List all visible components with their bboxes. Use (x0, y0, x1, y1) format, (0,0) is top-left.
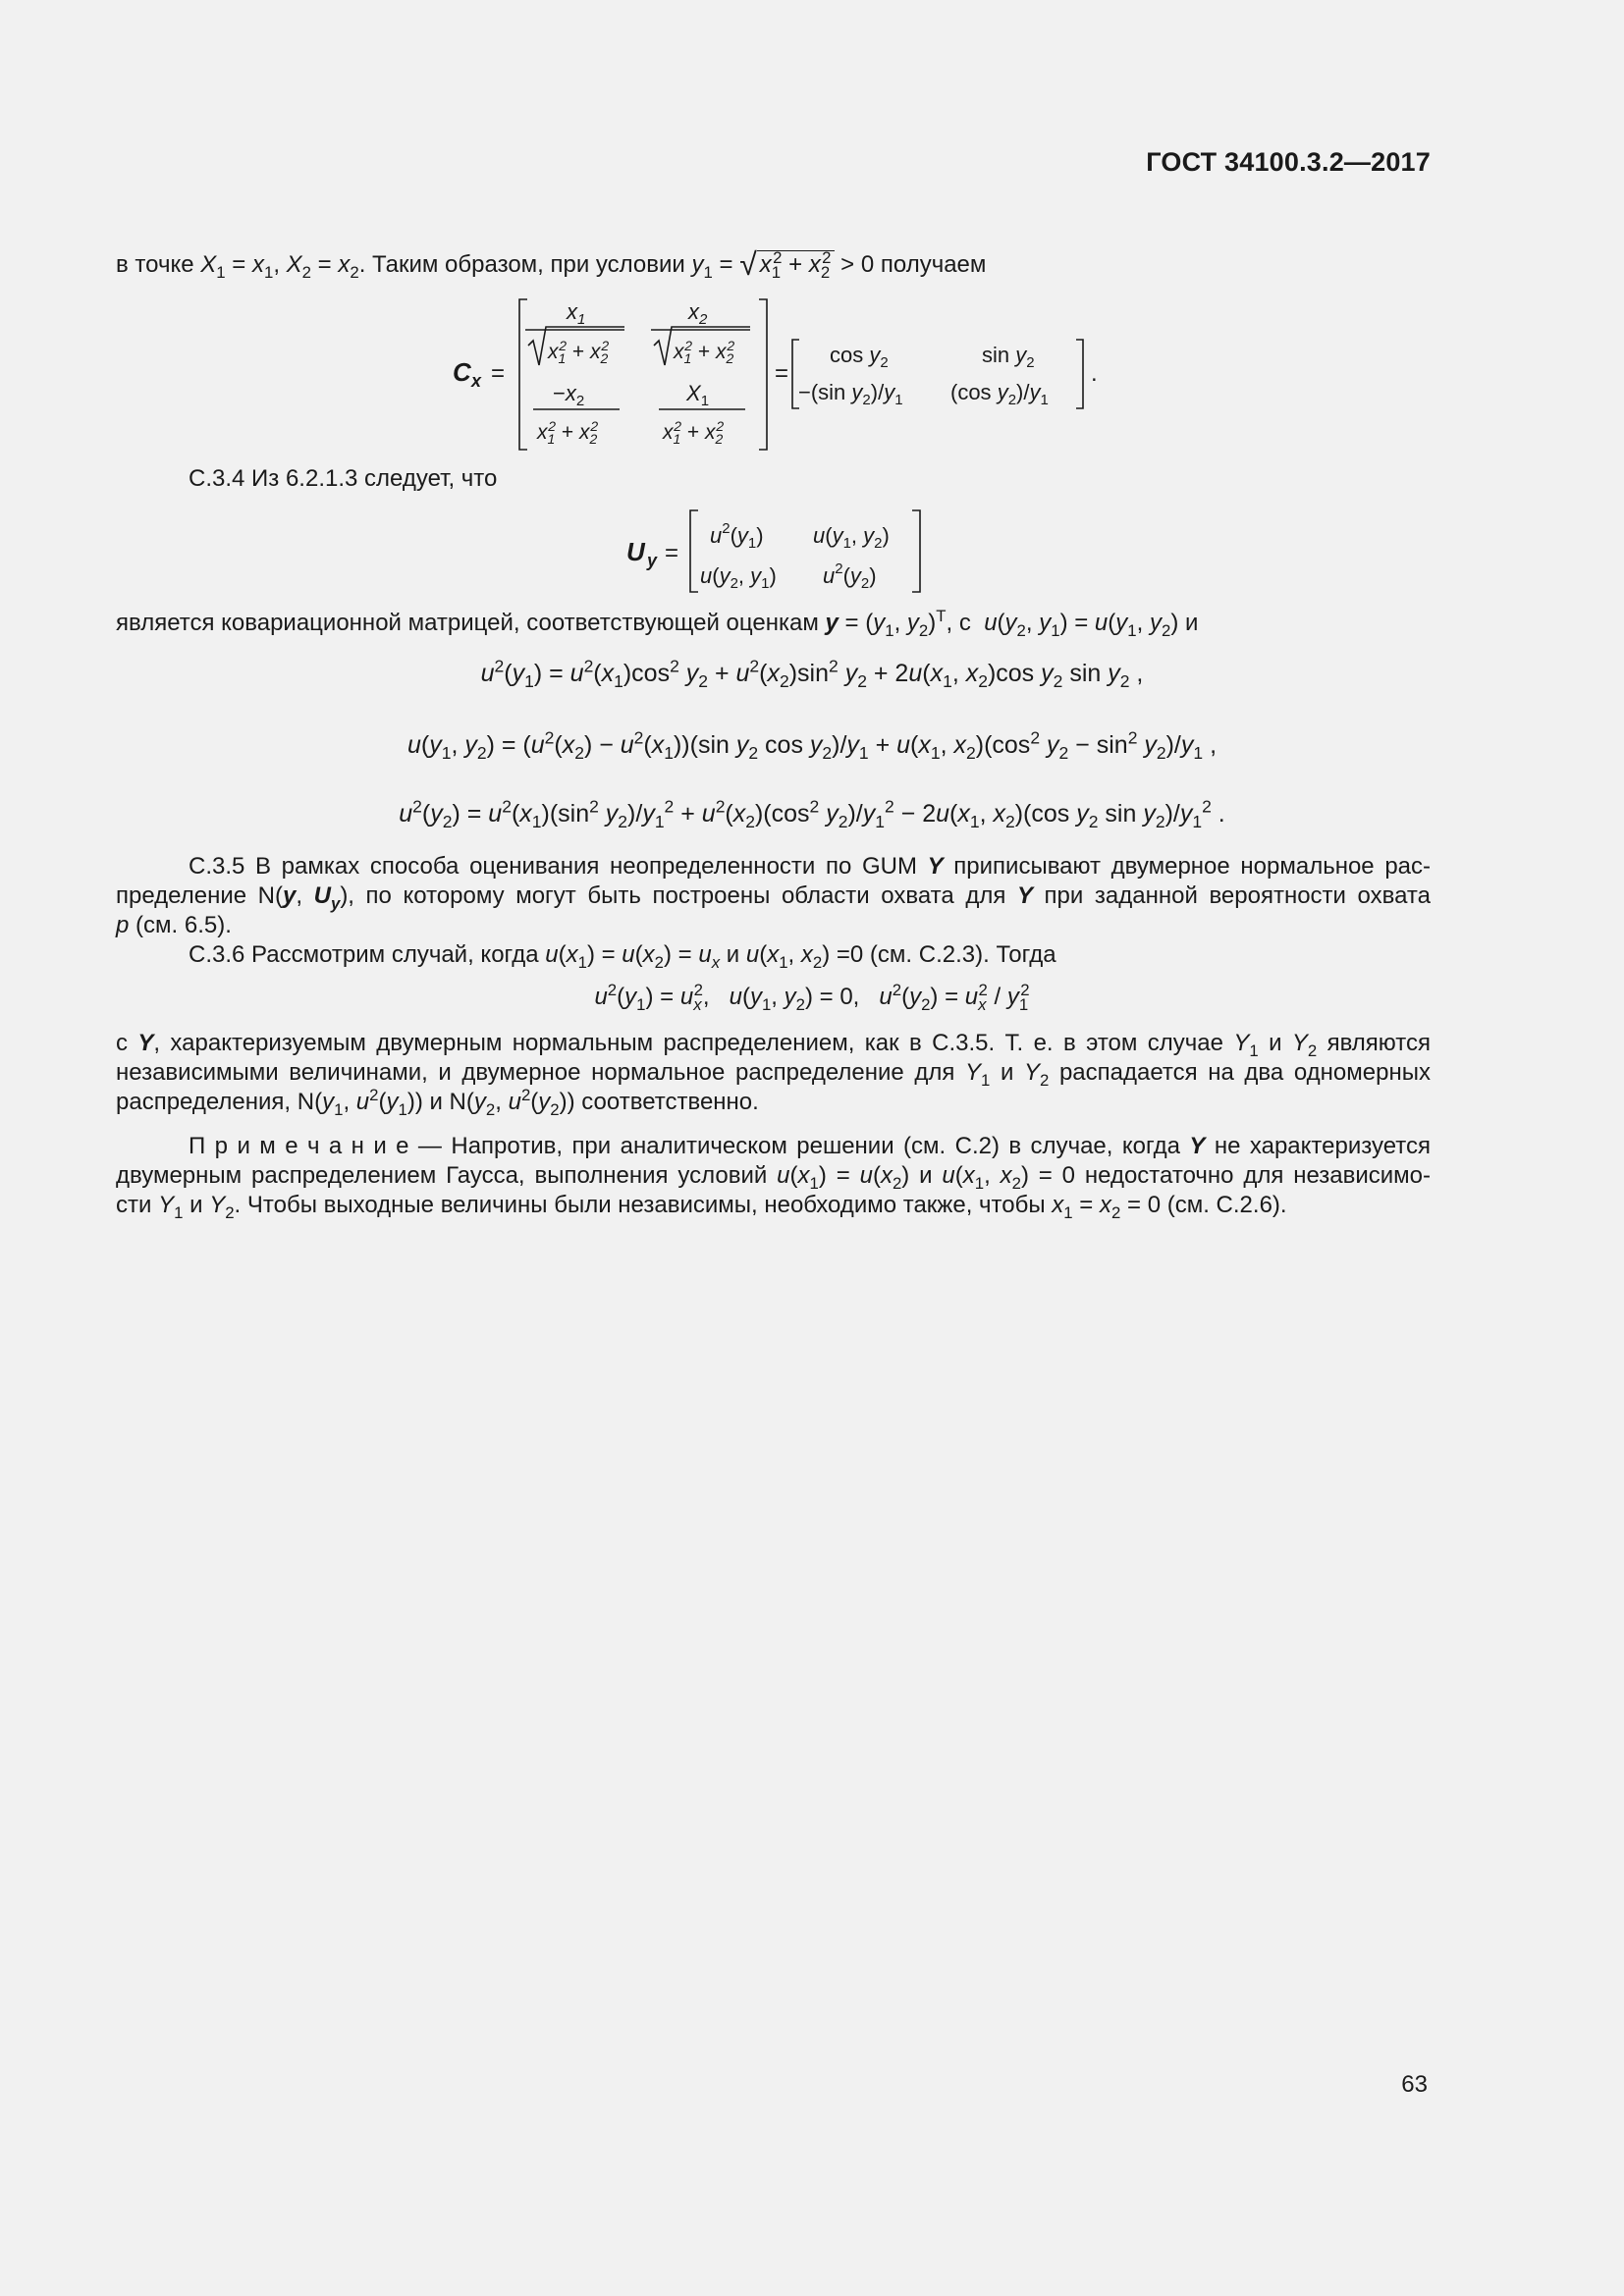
svg-text:=: = (775, 360, 789, 387)
note-line3: сти $Y_1$ и $Y_2$. Чтобы выходные величины были независимы, необходимо также, чтобы $x_1 = x_2 = 0$ (см. С.2.6). (116, 1192, 1287, 1222)
equation-independent-case: $u^2(y_1) = u_x^2$, $u(y_1$, $y_2) = 0$, $u^2(y_2) = u_x^2 / y_1^2$ (594, 981, 1030, 1014)
jacobian-matrix-equation (447, 290, 1114, 456)
note-line1: П р и м е ч а н и е — Напротив, при аналитическом решении (см. С.2) в случае, когда Y не характеризуется (189, 1133, 1431, 1159)
svg-text:u(y1, y2): $u(y_1$, $y_2$) (813, 523, 890, 552)
text-fragment: сти (116, 1192, 152, 1218)
covariance-matrix-uy (623, 506, 938, 599)
equation-u2-y1: $u^2(y_1) = u^2(x_1)\cos^2$ $y_2 + u^2(x_2)\sin^2$ $y_2 + 2u(x_1$, $x_2)\cos$ $y_2$ $\sin y_2$ , (480, 656, 1144, 691)
text-fragment: =0 (см. С.2.3). Тогда (836, 941, 1056, 968)
svg-text:−(sin y2)/y1: −(sin $y_2)/y_1$ (798, 380, 903, 408)
svg-text:X1: $X_1$ (686, 381, 710, 409)
svg-text:.: . (1091, 360, 1098, 387)
text-fragment: в точке (116, 251, 201, 278)
note-line2: двумерным распределением Гаусса, выполнения условий $u(x_1) = u(x_2)$ и $u(x_1$, $x_2) = 0$ недостаточно для независимо- (116, 1162, 1432, 1193)
section-c35-line2: пределение N(y, $U_y$), по которому могут быть построены области охвата для Y при заданной вероятности охвата (116, 882, 1431, 913)
svg-text:U: U (626, 537, 645, 566)
page-number: 63 (1401, 2071, 1428, 2098)
text-fragment: ) соответственно. (567, 1089, 759, 1115)
text-fragment: (см. 6.5). (135, 912, 232, 938)
text-fragment: являются (1326, 1030, 1431, 1056)
svg-text:x12 + x22: $x_12 + x_22$ (674, 338, 735, 366)
text-fragment: распадается на два одномерных (1058, 1059, 1431, 1086)
text-fragment: получаем (880, 251, 987, 278)
text-fragment: распределения, N( (116, 1089, 323, 1115)
svg-text:x1: $x_1$ (567, 299, 586, 328)
paragraph-point-condition: в точке $X_1 = x_1$, $X_2 = x_2$. Таким образом, при условии $y_1$ = √ $x_1^2 + x_2^2 > 0$ получаем (116, 246, 987, 282)
text-fragment: . Таким образом, при условии (358, 251, 692, 278)
paragraph-after-line1: с Y, характеризуемым двумерным нормальным распределением, как в С.3.5. Т. е. в этом случае $Y_1$ и $Y_2$ являются (116, 1030, 1431, 1060)
text-fragment: (см. С.2.6). (1166, 1192, 1287, 1218)
text-fragment: — Напротив, при аналитическом решении (см. С.2) в случае, когда (408, 1133, 1180, 1159)
section-c36: С.3.6 Рассмотрим случай, когда $u(x_1) = u(x_2) = u_x$ и $u(x_1$, $x_2) =0$ (см. С.2.3). Тогда (189, 941, 1056, 972)
text-fragment: независимыми величинами, и двумерное нормальное распределение для (116, 1059, 955, 1086)
svg-text:=: = (491, 360, 506, 387)
svg-text:u2(y1): $u^2(y_1)$ (710, 520, 764, 552)
svg-text:y: y (647, 551, 658, 570)
note-label: П р и м е ч а н и е (189, 1133, 409, 1159)
text-fragment: при заданной вероятности охвата (1044, 882, 1431, 909)
svg-text:x: x (471, 371, 482, 391)
paragraph-after-line2: независимыми величинами, и двумерное нормальное распределение для $Y_1$ и $Y_2$ распадается на два одномерных (116, 1059, 1431, 1090)
svg-text:C: C (453, 357, 471, 387)
text-fragment: приписывают двумерное нормальное рас- (953, 853, 1432, 880)
svg-text:x2: $x_2$ (688, 299, 708, 328)
text-fragment: . Чтобы выходные величины были независимы, необходимо также, чтобы (234, 1192, 1046, 1218)
equation-u-y1-y2: $u(y_1$, $y_2) = (u^2(x_2) - u^2(x_1))(\sin$ $y_2$ $\cos y_2)/y_1 + u(x_1$, $x_2)(\cos^2$ $y_2 - \sin^2 y_2)/y_1$ , (406, 727, 1218, 763)
section-c34-heading: С.3.4 Из 6.2.1.3 следует, что (189, 465, 498, 492)
svg-text:sin y2: $\sin y_2$ (982, 343, 1035, 371)
text-fragment: является ковариационной матрицей, соответствующей оценкам (116, 610, 826, 636)
text-fragment: ), по которому могут быть построены области охвата для (340, 882, 1006, 909)
text-fragment: и (1178, 610, 1199, 636)
svg-text:(cos y2)/y1: (cos $y_2)/y_1$ (950, 380, 1049, 408)
svg-text:=: = (665, 540, 679, 566)
text-fragment: С.3.5 В рамках способа оценивания неопределенности по GUM (189, 853, 917, 880)
svg-text:u(y2, y1): $u(y_2$, $y_1$) (700, 563, 777, 592)
section-c35-line1: С.3.5 В рамках способа оценивания неопределенности по GUM Y приписывают двумерное нормальное рас- (189, 853, 1432, 880)
text-fragment: , характеризуемым двумерным нормальным распределением, как в С.3.5. Т. е. в этом случае (153, 1030, 1223, 1056)
text-fragment: пределение N( (116, 882, 283, 909)
svg-text:x12 + x22: $x_12 + x_22$ (548, 338, 610, 366)
text-fragment: недостаточно для независимо- (1084, 1162, 1432, 1189)
svg-text:u2(y2): $u^2(y_2)$ (823, 561, 877, 592)
paragraph-covariance: является ковариационной матрицей, соответствующей оценкам $y = (y_1$, $y_2)^T$, с $u(y_2$, $y_1) = u(y_1$, $y_2$) и (116, 607, 1199, 640)
svg-text:−x2: $-x_2$ (553, 381, 585, 409)
equation-u2-y2: $u^2(y_2) = u^2(x_1)(\sin^2$ $y_2)/y_1^2 + u^2(x_2)(\cos^2$ $y_2)/y_1^2 - 2u(x_1$, $x_2)(\cos$ $y_2$ $\sin y_2)/y_1^2$ . (399, 796, 1225, 831)
svg-text:x12 + x22: $x_12 + x_22$ (537, 418, 599, 447)
svg-text:x12 + x22: $x_12 + x_22$ (663, 418, 725, 447)
section-c35-line3: p (см. 6.5). (116, 912, 232, 938)
text-fragment: С.3.6 Рассмотрим случай, когда (189, 941, 546, 968)
paragraph-after-line3: распределения, $N(y_1$, $u^2(y_1)$) и $N(y_2$, $u^2(y_2)$) соответственно. (116, 1086, 759, 1119)
svg-text:cos y2: $\cos y_2$ (830, 343, 889, 371)
text-fragment: не характеризуется (1214, 1133, 1431, 1159)
standard-header: ГОСТ 34100.3.2—2017 (1146, 147, 1431, 177)
text-fragment: двумерным распределением Гаусса, выполнения условий (116, 1162, 768, 1189)
